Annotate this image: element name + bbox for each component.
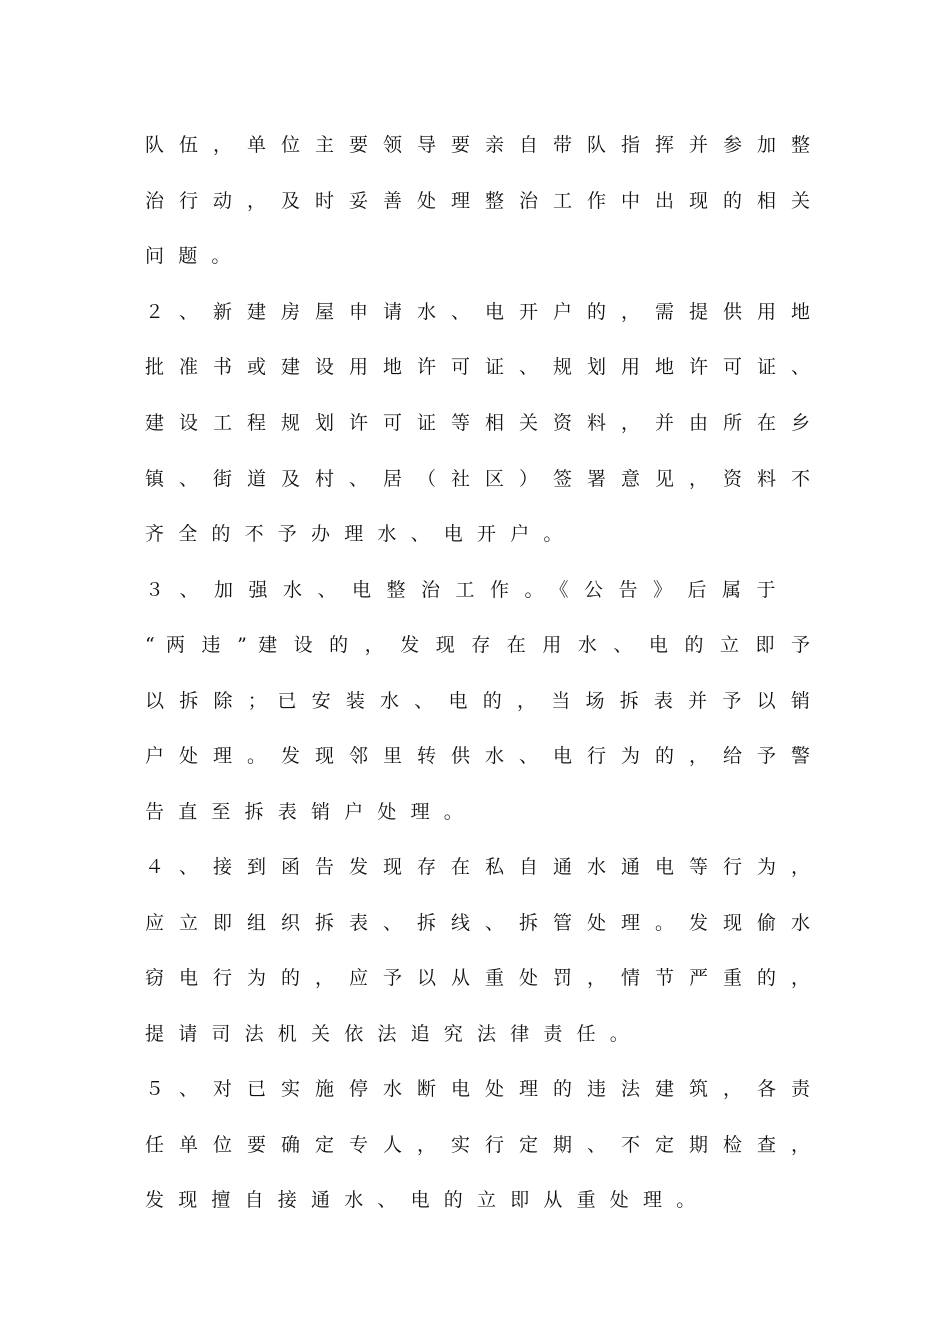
text-line: “ 两 违 ” 建 设 的 ， 发 现 存 在 用 水 、 电 的 立 即 予 [145,634,811,656]
text-line: 以 拆 除 ； 已 安 装 水 、 电 的 ， 当 场 拆 表 并 予 以 销 [145,690,810,712]
text-line: 齐全的不予办理水、电开户。 [145,523,577,545]
text-line: 发现擅自接通水、电的立即从重处理。 [145,1189,710,1211]
paragraph-2-line: ２ 、 新 建 房 屋 申 请 水 、 电 开 户 的 ， 需 提 供 用 地 [145,301,811,323]
text-line: 队 伍 ， 单 位 主 要 领 导 要 亲 自 带 队 指 挥 并 参 加 整 [145,134,811,156]
text-line: 问题。 [145,245,245,267]
text-line: 提请司法机关依法追究法律责任。 [145,1023,644,1045]
paragraph-3-line: ３、加强水、电整治工作。《公告》后属于 [145,579,792,601]
text-line: 批 准 书 或 建 设 用 地 许 可 证 、 规 划 用 地 许 可 证 、 [145,356,811,378]
text-line: 任 单 位 要 确 定 专 人 ， 实 行 定 期 、 不 定 期 检 查 ， [145,1134,811,1156]
text-line: 窃 电 行 为 的 ， 应 予 以 从 重 处 罚 ， 情 节 严 重 的 ， [145,967,811,989]
text-line: 户 处 理 。 发 现 邻 里 转 供 水 、 电 行 为 的 ， 给 予 警 [145,745,811,767]
paragraph-4-line: ４ 、 接 到 函 告 发 现 存 在 私 自 通 水 通 电 等 行 为 ， [145,856,811,878]
text-line: 应 立 即 组 织 拆 表 、 拆 线 、 拆 管 处 理 。 发 现 偷 水 [145,912,811,934]
text-line: 镇 、 街 道 及 村 、 居 （ 社 区 ） 签 署 意 见 ， 资 料 不 [145,468,811,490]
text-line: 治 行 动 ， 及 时 妥 善 处 理 整 治 工 作 中 出 现 的 相 关 [145,190,811,212]
text-line: 告直至拆表销户处理。 [145,801,478,823]
paragraph-5-line: ５ 、 对 已 实 施 停 水 断 电 处 理 的 违 法 建 筑 ， 各 责 [145,1078,811,1100]
text-line: 建 设 工 程 规 划 许 可 证 等 相 关 资 料 ， 并 由 所 在 乡 [145,412,811,434]
